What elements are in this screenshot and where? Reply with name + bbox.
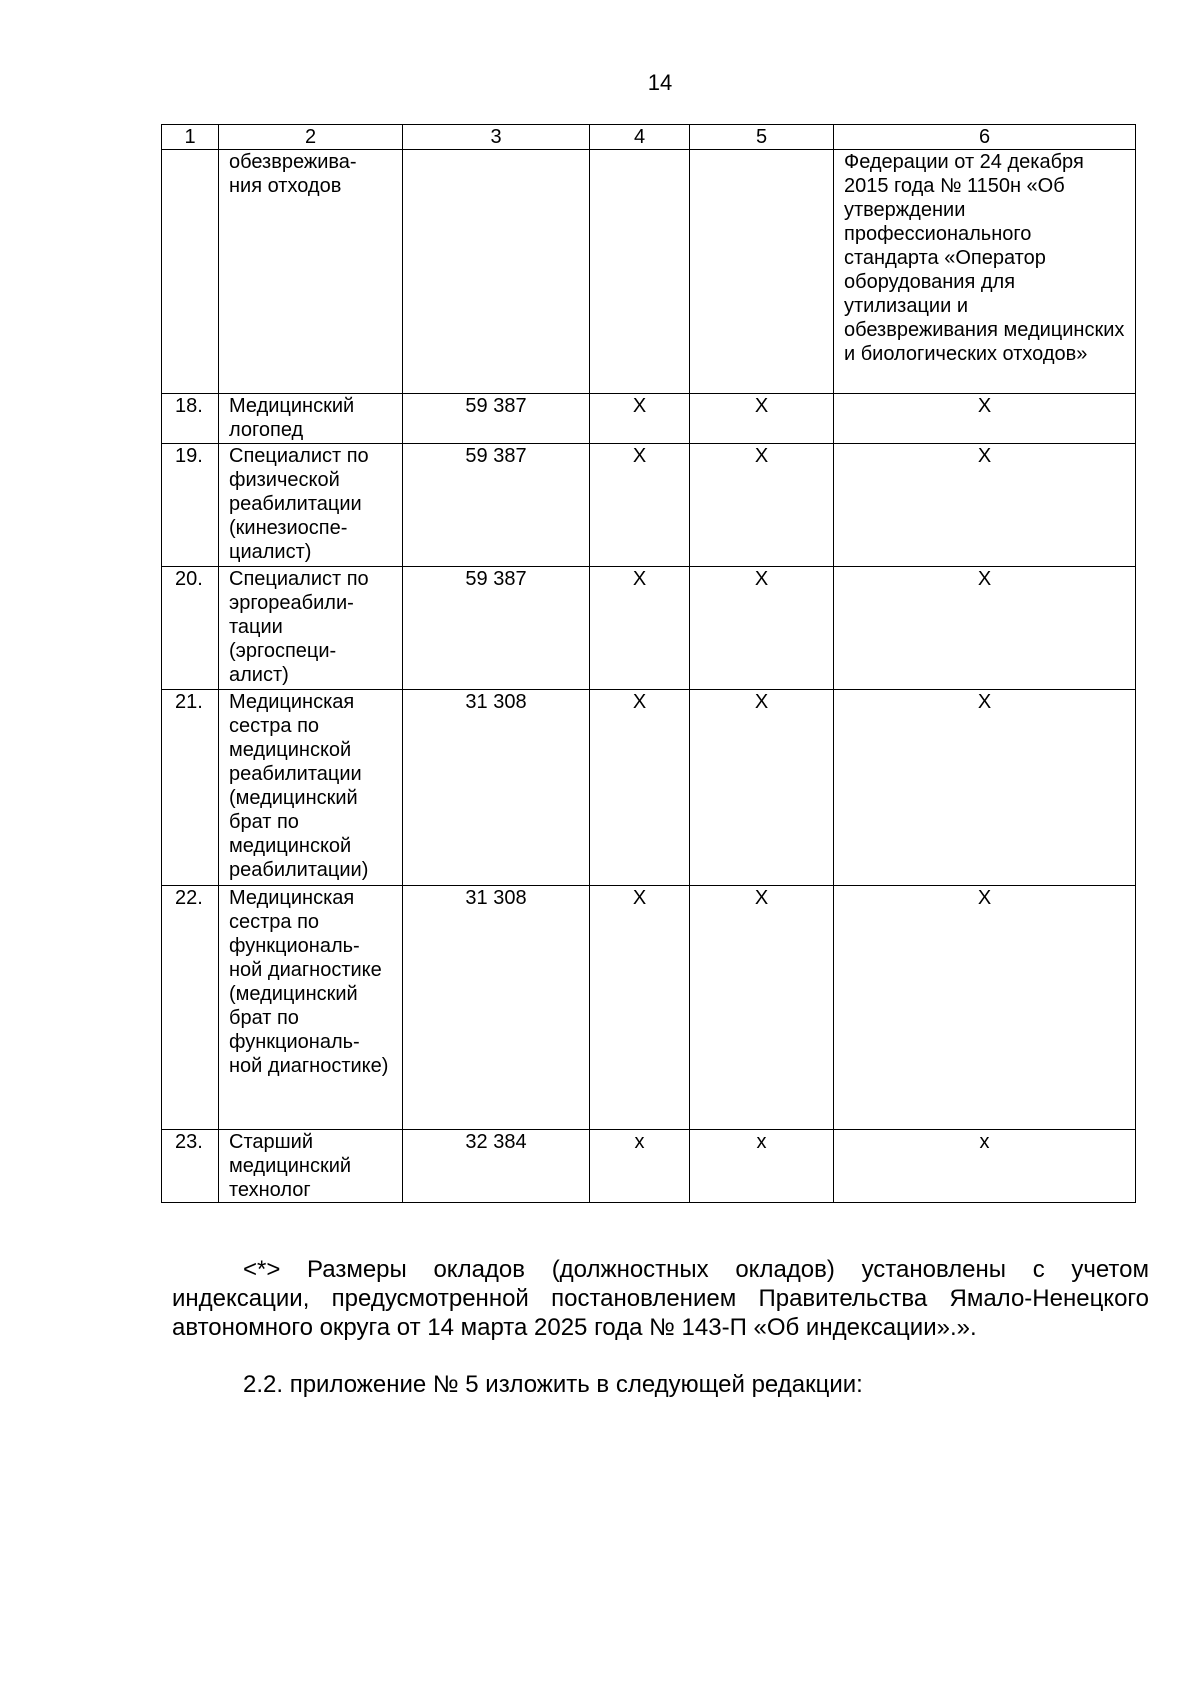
table-header-row: [162, 125, 1136, 150]
salary-value: 59 387: [403, 567, 590, 690]
salary-value: 31 308: [403, 690, 590, 886]
salary-value: 31 308: [403, 886, 590, 1130]
column-4-value: Х: [590, 444, 690, 567]
column-5-value: Х: [690, 444, 834, 567]
column-6-value: Х: [834, 394, 1136, 444]
column-6-value: Х: [834, 690, 1136, 886]
position-name: Медицинская сестра по медицинской реабилитации (медицинский брат по медицинской реабилитации): [219, 690, 403, 886]
table-row: [162, 690, 1136, 886]
row-number: 20.: [162, 567, 219, 690]
column-5-value: Х: [690, 690, 834, 886]
column-5-value: Х: [690, 886, 834, 1130]
column-6-value: Х: [834, 567, 1136, 690]
table-row: [162, 394, 1136, 444]
column-5-value: [690, 150, 834, 394]
column-5-value: Х: [690, 567, 834, 690]
salary-table: [161, 124, 1136, 1203]
column-5-value: Х: [690, 394, 834, 444]
position-name: Старший медицинский технолог: [219, 1130, 403, 1203]
amendment-instruction: 2.2. приложение № 5 изложить в следующей редакции:: [243, 1371, 863, 1398]
header-cell: 6: [834, 125, 1136, 150]
salary-value: [403, 150, 590, 394]
table-row: [162, 150, 1136, 394]
table-row: [162, 567, 1136, 690]
row-number: 19.: [162, 444, 219, 567]
row-number: 18.: [162, 394, 219, 444]
column-4-value: Х: [590, 567, 690, 690]
row-number: 21.: [162, 690, 219, 886]
salary-value: 32 384: [403, 1130, 590, 1203]
footnote: <*> Размеры окладов (должностных окладов) установлены с учетом индексации, предусмотренной постановлением Правительства Ямало-Ненецкого автономного округа от 14 марта 2025 года № 143-П «Об индексации».».: [172, 1256, 1149, 1341]
position-name: обезврежива- ния отходов: [219, 150, 403, 394]
header-cell: 5: [690, 125, 834, 150]
column-4-value: х: [590, 1130, 690, 1203]
table-row: [162, 444, 1136, 567]
column-4-value: Х: [590, 394, 690, 444]
row-number: [162, 150, 219, 394]
header-cell: 2: [219, 125, 403, 150]
column-4-value: [590, 150, 690, 394]
header-cell: 1: [162, 125, 219, 150]
position-name: Специалист по физической реабилитации (кинезиоспе- циалист): [219, 444, 403, 567]
header-cell: 3: [403, 125, 590, 150]
column-5-value: х: [690, 1130, 834, 1203]
regulation-reference: Федерации от 24 декабря 2015 года № 1150н «Об утверждении профессионального стандарта «Оператор оборудования для утилизации и обезвреживания медицинских и биологических отходов»: [834, 150, 1136, 394]
column-4-value: Х: [590, 690, 690, 886]
row-number: 22.: [162, 886, 219, 1130]
row-number: 23.: [162, 1130, 219, 1203]
salary-value: 59 387: [403, 444, 590, 567]
page-number: 14: [647, 70, 673, 95]
position-name: Специалист по эргореабили- тации (эргоспеци- алист): [219, 567, 403, 690]
table-row: [162, 886, 1136, 1130]
column-6-value: Х: [834, 886, 1136, 1130]
column-4-value: Х: [590, 886, 690, 1130]
column-6-value: Х: [834, 444, 1136, 567]
header-cell: 4: [590, 125, 690, 150]
position-name: Медицинский логопед: [219, 394, 403, 444]
column-6-value: х: [834, 1130, 1136, 1203]
position-name: Медицинская сестра по функциональ- ной диагностике (медицинский брат по функциональ- ной диагностике): [219, 886, 403, 1130]
salary-value: 59 387: [403, 394, 590, 444]
table-row: [162, 1130, 1136, 1203]
